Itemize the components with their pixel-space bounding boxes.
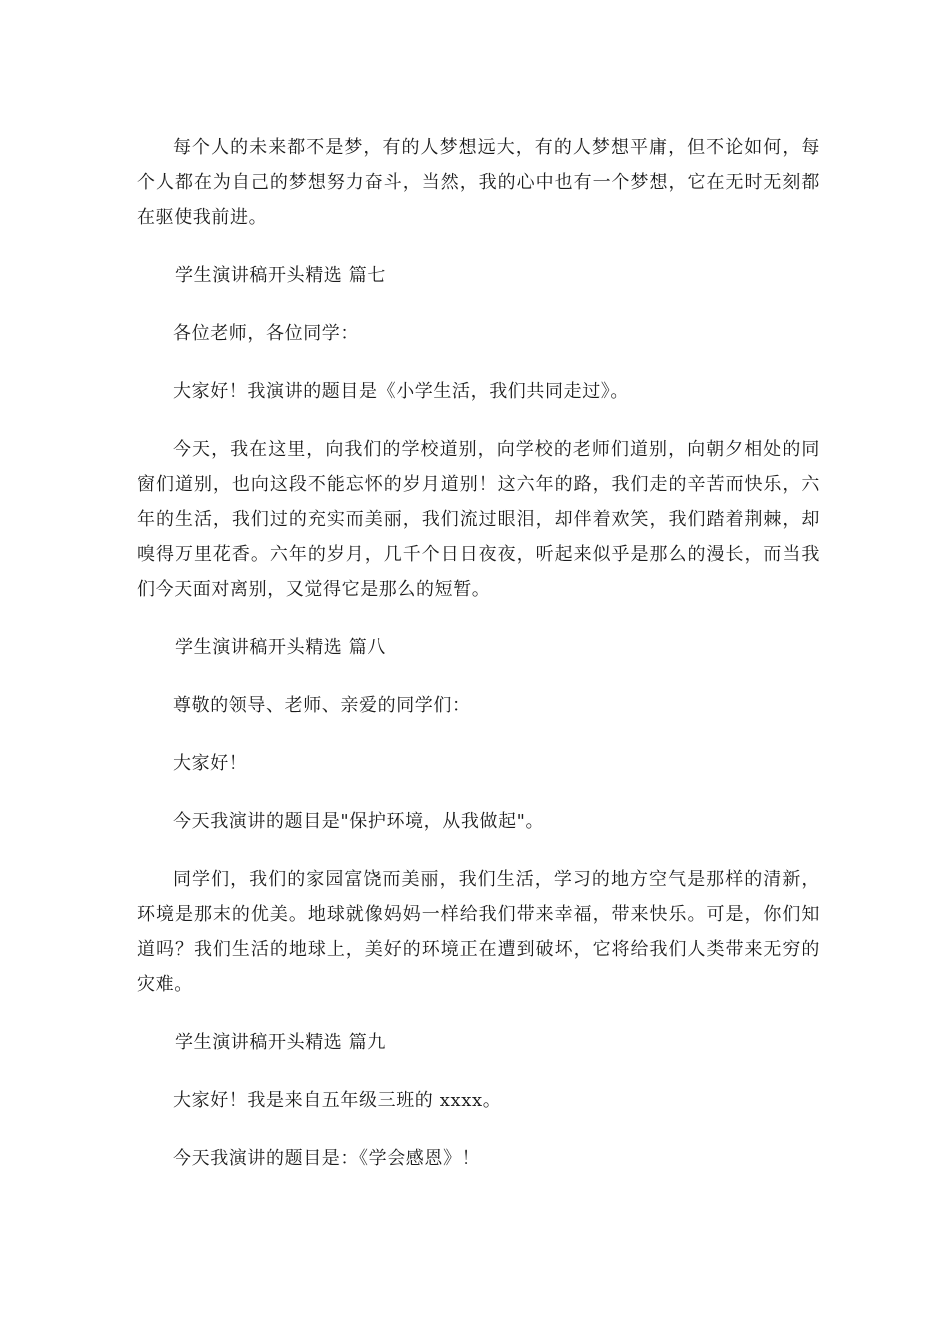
- document-body: [137, 130, 820, 1199]
- paragraph: 今天我演讲的题目是：《学会感恩》！: [173, 1148, 481, 1169]
- paragraph: 同学们，我们的家园富饶而美丽，我们生活，学习的地方空气是那样的清新，环境是那末的优美。地球就像妈妈一样给我们带来幸福，带来快乐。可是，你们知道吗？我们生活的地球上，美好的环境正在遭到破坏，它将给我们人类带来无穷的灾难。: [137, 869, 820, 995]
- paragraph: 大家好！我是来自五年级三班的 xxxx。: [173, 1090, 502, 1111]
- paragraph: 今天，我在这里，向我们的学校道别，向学校的老师们道别，向朝夕相处的同窗们道别，也向这段不能忘怀的岁月道别！这六年的路，我们走的辛苦而快乐，六年的生活，我们过的充实而美丽，我们流过眼泪，却伴着欢笑，我们踏着荆棘，却嗅得万里花香。六年的岁月，几千个日日夜夜，听起来似乎是那么的漫长，而当我们今天面对离别，又觉得它是那么的短暂。: [137, 439, 820, 600]
- paragraph: 尊敬的领导、老师、亲爱的同学们：: [173, 695, 471, 716]
- paragraph: 大家好！我演讲的题目是《小学生活，我们共同走过》。: [173, 381, 629, 402]
- paragraph: 今天我演讲的题目是"保护环境，从我做起"。: [173, 811, 545, 832]
- paragraph: 大家好！: [173, 753, 248, 774]
- section-heading: 学生演讲稿开头精选 篇八: [175, 637, 386, 658]
- section-heading: 学生演讲稿开头精选 篇九: [175, 1032, 386, 1053]
- section-heading: 学生演讲稿开头精选 篇七: [175, 265, 386, 286]
- paragraph: 各位老师，各位同学：: [173, 323, 359, 344]
- paragraph: 每个人的未来都不是梦，有的人梦想远大，有的人梦想平庸，但不论如何，每个人都在为自己的梦想努力奋斗，当然，我的心中也有一个梦想，它在无时无刻都在驱使我前进。: [137, 137, 820, 228]
